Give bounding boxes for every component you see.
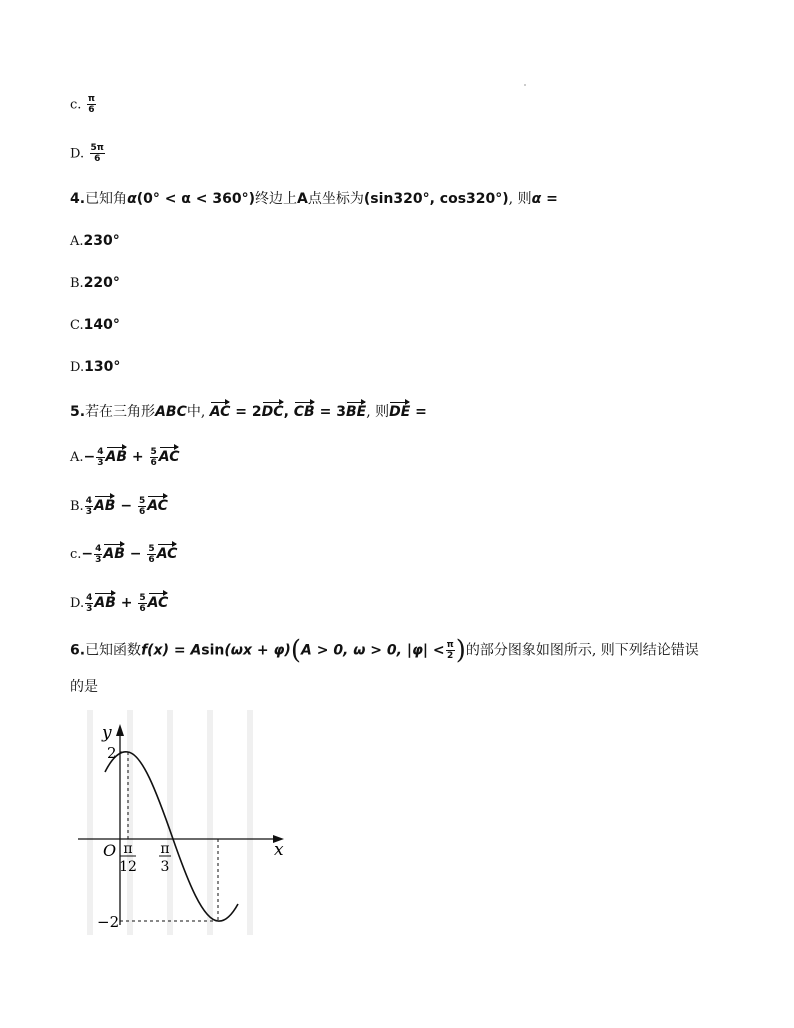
question-4-option-c[interactable]: C.140° bbox=[70, 317, 120, 333]
question-6-stem-line1: 6.已知函数f(x) = Asin(ωx + φ)(A > 0, ω > 0, |φ| < $\frac{\pi}{2}$ )的部分图象如图所示, 则下列结论错误 bbox=[70, 635, 699, 666]
right-paren: ) bbox=[455, 635, 466, 666]
prev-option-c: c. $\frac{\pi}{6}$ bbox=[70, 94, 95, 115]
y-label: y bbox=[102, 723, 112, 743]
y-min-label: −2 bbox=[97, 913, 120, 931]
function-graph bbox=[70, 710, 290, 935]
question-5-option-c[interactable]: c.− $\frac{4}{3}$ AB − $\frac{5}{6}$ AC bbox=[70, 543, 178, 565]
question-5-stem: 5.若在三角形ABC中, AC = 2DC, CB = 3BE, 则DE = bbox=[70, 400, 427, 422]
tick2-num: π bbox=[160, 841, 170, 857]
question-5-option-d[interactable]: D. $\frac{4}{3}$ AB + $\frac{5}{6}$ AC bbox=[70, 592, 169, 614]
fraction: $\frac{\pi}{6}$ bbox=[87, 94, 95, 115]
x-label: x bbox=[274, 840, 284, 860]
question-5-option-b[interactable]: B. $\frac{4}{3}$ AB − $\frac{5}{6}$ AC bbox=[70, 495, 168, 517]
figure-background bbox=[70, 710, 290, 935]
origin-label: O bbox=[103, 841, 117, 860]
tick2-den: 3 bbox=[160, 859, 170, 875]
y-max-label: 2 bbox=[107, 744, 117, 762]
question-6-stem-line2: 的是 bbox=[70, 679, 98, 695]
question-4-stem: 4.已知角α(0° < α < 360°)终边上A点坐标为(sin320°, cos320°), 则α = bbox=[70, 191, 558, 207]
prev-option-d: D. $\frac{5\pi}{6}$ bbox=[70, 143, 104, 164]
question-4-option-b[interactable]: B.220° bbox=[70, 275, 120, 291]
tick1-den: 12 bbox=[119, 859, 137, 875]
question-4-option-a[interactable]: A.230° bbox=[70, 233, 120, 249]
question-5-option-a[interactable]: A.− $\frac{4}{3}$ AB + $\frac{5}{6}$ AC bbox=[70, 446, 180, 468]
fraction: $\frac{5\pi}{6}$ bbox=[90, 143, 104, 164]
question-4-option-d[interactable]: D.130° bbox=[70, 359, 121, 375]
scan-speck bbox=[524, 84, 526, 86]
left-paren: ( bbox=[290, 635, 301, 666]
tick1-num: π bbox=[123, 841, 133, 857]
